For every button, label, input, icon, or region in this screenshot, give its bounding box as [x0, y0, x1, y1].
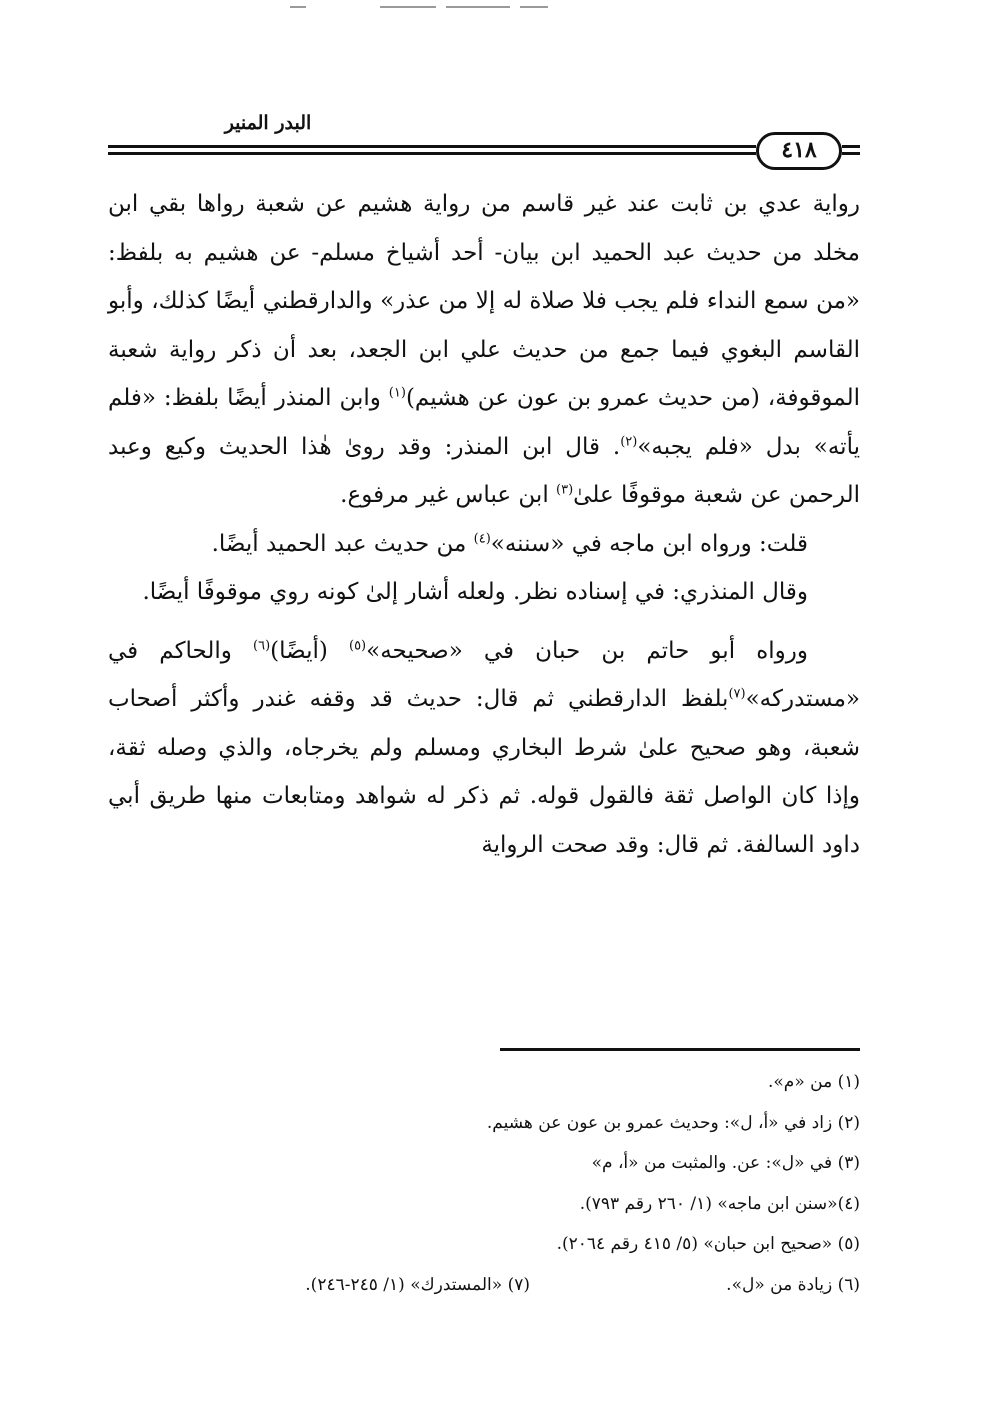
footnote: (٢) زاد في «أ، ل»: وحديث عمرو بن عون عن هشيم.: [486, 1112, 860, 1133]
footnote: (٥) «صحيح ابن حبان» (٥/ ٤١٥ رقم ٢٠٦٤).: [556, 1234, 860, 1254]
text-run: من حديث عبد الحميد أيضًا.: [211, 530, 474, 557]
footnote-ref: (١): [388, 385, 406, 401]
paragraph: [108, 520, 860, 569]
footnote-ref: (٢): [620, 433, 638, 449]
scan-mark: [290, 6, 306, 8]
book-title: البدر المنير: [224, 112, 312, 134]
header-rule-top: [108, 145, 756, 148]
footnote-ref: (٣): [556, 482, 574, 498]
scan-mark: [380, 6, 436, 8]
page-header: [108, 112, 860, 172]
footnote: (٧) «المستدرك» (١/ ٢٤٥-٢٤٦).: [305, 1274, 530, 1295]
footnote: (٦) زيادة من «ل».: [726, 1274, 860, 1295]
footnote-ref: (٧): [728, 686, 746, 702]
text-run: . قال ابن المنذر: وقد رویٰ هٰذا الحديث وكيع وعبد الرحمن عن شعبة موقوفًا علىٰ: [108, 433, 860, 508]
text-run: وابن المنذر أيضًا بلفظ: «فلم يأته» بدل «فلم يجبه»: [108, 385, 860, 460]
paragraph: [108, 180, 860, 520]
text-run: والحاكم في «مستدركه»: [108, 637, 860, 712]
scan-marks: [0, 6, 981, 10]
header-rule-right-top: [842, 145, 860, 148]
text-run: ورواه أبو حاتم بن حبان في «صحيحه»: [366, 637, 808, 664]
main-text: [108, 180, 860, 869]
footnote-ref: (٤): [473, 530, 491, 546]
paragraph: [108, 627, 860, 870]
text-run: رواية عدي بن ثابت عند غير قاسم من رواية هشيم عن شعبة رواها بقي ابن مخلد من حديث عبد الحميد ابن بيان- أحد أشياخ مسلم- عن هشيم به بلفظ: «من سمع النداء فلم يجب فلا صلاة له إلا من عذر» والدارقطني أيضًا كذلك، وأبو القاسم البغوي فيما جمع من حديث علي ابن الجعد، بعد أن ذكر رواية شعبة الموقوفة، (من حديث عمرو بن عون عن هشيم): [108, 191, 860, 411]
scan-mark: [446, 6, 510, 8]
page-number: ٤١٨: [756, 132, 842, 170]
header-rule-right-bottom: [842, 152, 860, 155]
footnote-row: [108, 1265, 860, 1306]
text-run: ابن عباس غير مرفوع.: [340, 482, 557, 508]
text-run: (أيضًا): [270, 637, 349, 664]
text-run: قلت: ورواه ابن ماجه في «سننه»: [490, 530, 808, 557]
footnote-separator: [500, 1048, 860, 1051]
footnote: (٤)«سنن ابن ماجه» (١/ ٢٦٠ رقم ٧٩٣).: [579, 1193, 860, 1214]
footnote-ref: (٦): [253, 637, 271, 653]
footnotes: [108, 1062, 860, 1305]
text-run: وقال المنذري: في إسناده نظر. ولعله أشار إلىٰ كونه روي موقوفًا أيضًا.: [142, 579, 808, 605]
header-rule-bottom: [108, 152, 756, 155]
footnote: (٣) في «ل»: عن. والمثبت من «أ، م»: [591, 1153, 860, 1173]
footnote: (١) من «م».: [768, 1072, 860, 1092]
footnote-ref: (٥): [348, 637, 367, 653]
text-run: بلفظ الدارقطني ثم قال: حديث قد وقفه غندر وأكثر أصحاب شعبة، وهو صحيح علىٰ شرط البخاري ومسلم ولم يخرجاه، والذي وصله ثقة، وإذا كان الواصل ثقة فالقول قوله. ثم ذكر له شواهد ومتابعات منها طريق أبي داود السالفة. ثم قال: وقد صحت الرواية: [108, 686, 860, 858]
paragraph: [108, 568, 860, 617]
scan-mark: [520, 6, 548, 8]
